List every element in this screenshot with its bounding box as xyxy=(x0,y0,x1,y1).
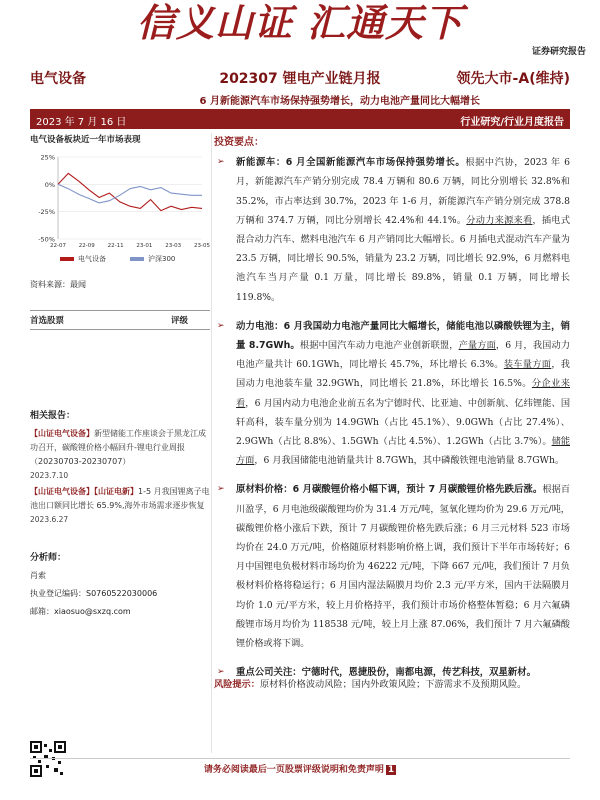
x-tick-label: 22-11 xyxy=(107,243,124,249)
stocks-header xyxy=(30,310,210,330)
report-headline: 6 月新能源汽车市场保持强势增长，动力电池产量同比大幅增长 xyxy=(199,96,480,107)
underline-text: 装车量方面 xyxy=(503,359,552,371)
chart-title: 电气设备板块近一年市场表现 xyxy=(30,135,141,145)
x-tick-label: 22-09 xyxy=(78,243,95,249)
report-header xyxy=(30,62,570,90)
related-report-date: 2023.6.27 xyxy=(30,515,69,524)
section-text: ，我国动力电池装车量 32.9GWh，同比增长 21.8%，环比增长 16.5%。 xyxy=(236,359,570,390)
x-tick-label: 23-05 xyxy=(194,243,210,249)
y-tick-label: -25% xyxy=(38,208,55,217)
y-tick-label: 0% xyxy=(44,180,55,189)
disclaimer-text[interactable]: 请务必阅读最后一页股票评级说明和免责声明 xyxy=(203,765,384,775)
related-report-tag: 【山证电气设备】【山证电新】 xyxy=(30,487,138,496)
legend-swatch xyxy=(60,257,74,261)
related-report-date: 2023.7.10 xyxy=(30,471,69,480)
arrow-icon: ➢ xyxy=(217,157,225,168)
series-line-sector xyxy=(58,173,202,210)
stocks-rating-label: 评级 xyxy=(170,316,188,326)
legend-swatch xyxy=(130,257,144,261)
analyst-title: 分析师： xyxy=(30,553,67,563)
related-report-tag: 【山证电气设备】 xyxy=(30,429,94,438)
section-text: 根据百川盈孚，6 月电池级碳酸锂均价为 31.4 万元/吨，氢氧化锂均价为 29.6 万元/吨，碳酸锂价格小涨后下跌，预计 7 月碳酸锂价格先跌后涨；6 月三元材料 523 市场均价在 24.0 万元/吨，价格随原材料影响价格上调，我们预计下半年市场转好；6 月中国锂电负极材料市场均价为 46222 元/吨，下降 667 元/吨，我们预计 7 月负极材料价格将稳运行；6 月国内湿法隔膜月均价 2.3 元/平方米，国内干法隔膜月均价 1.0 元/平方米，较上月价格持平，我们预计市场价格整体暂稳；6 月六氟磷酸锂市场月均价为 118538 元/吨，较上月上涨 87.06%，我们预计 7 月六氟磷酸锂价格或将下调。 xyxy=(236,484,571,650)
legend-label: 电气设备 xyxy=(78,255,106,263)
rating-label: 领先大市-A(维持) xyxy=(456,71,570,87)
footer xyxy=(30,758,570,776)
info-bar xyxy=(30,109,570,129)
report-type: 行业研究/行业月度报告 xyxy=(460,117,564,128)
legend-label: 沪深300 xyxy=(148,255,176,263)
underline-text: 储能方面 xyxy=(236,436,571,467)
arrow-icon: ➢ xyxy=(217,320,225,331)
analyst-email[interactable]: 邮箱：xiaosuo@sxzq.com xyxy=(30,607,131,616)
report-title: 202307 锂电产业链月报 xyxy=(219,71,381,87)
arrow-icon: ➢ xyxy=(217,667,225,678)
section-text: ，插电式混合动力汽车、燃料电池汽车 6 月产销同比大幅增长。6 月插电式混动汽车产量为 23.5 万辆，同比增长 90.5%，销量为 23.2 万辆，同比增长 92.9%，6 月燃料电池汽车当月产量 0.1 万量，同比增长 89.8%，销量 0.1 万辆，同比增长 119.8%。 xyxy=(236,214,571,303)
x-tick-label: 23-01 xyxy=(136,243,153,249)
section-text: ，6 月我国储能电池销量共计 8.7GWh，其中磷酸铁锂电池销量 8.7GWh。 xyxy=(254,455,565,467)
related-report[interactable] xyxy=(30,427,210,483)
column-divider xyxy=(211,133,212,753)
related-title: 相关报告： xyxy=(30,411,76,421)
stocks-header-label: 首选股票 xyxy=(30,316,65,326)
y-tick-label: -50% xyxy=(38,235,55,244)
related-reports xyxy=(30,408,210,527)
arrow-icon: ➢ xyxy=(217,484,225,495)
sidebar xyxy=(30,133,210,779)
underline-text: 分企业来看 xyxy=(236,378,570,409)
section-power-battery xyxy=(214,317,570,471)
analyst-name: 肖索 xyxy=(30,571,46,580)
section-text: ，6 月国内动力电池企业前五名为宁德时代、比亚迪、中创新航、亿纬锂能、国轩高科，装车量分别为 14.9GWh（占比 45.1%）、9.0GWh（占比 27.4%）、2.9GWh（占比 8.8%）、1.5GWh（占比 4.5%）、1.2GWh（占比 3.7%）。 xyxy=(236,397,571,448)
report-date: 2023 年 7 月 16 日 xyxy=(36,117,127,128)
related-report[interactable] xyxy=(30,485,210,527)
performance-chart xyxy=(30,151,210,269)
brand-logo-text: 信义山证 汇通天下 xyxy=(136,0,464,45)
risk-text: 原材料价格波动风险；国内外政策风险；下游需求不及预期风险。 xyxy=(259,679,527,690)
sector-label: 电气设备 xyxy=(30,71,86,87)
section-title: 新能源车：6 月全国新能源汽车市场保持强势增长。 xyxy=(236,157,466,169)
section-new-energy-vehicles xyxy=(214,153,570,307)
risk-note xyxy=(214,678,570,692)
section-title: 重点公司关注：宁德时代，恩捷股份，南都电源，传艺科技，双星新材。 xyxy=(236,667,537,679)
highlights-title: 投资要点： xyxy=(214,137,264,148)
x-tick-label: 22-07 xyxy=(50,243,66,249)
y-tick-label: 25% xyxy=(40,153,55,162)
brand-banner xyxy=(0,0,600,56)
risk-label: 风险提示： xyxy=(214,679,260,690)
page-number: 1 xyxy=(387,765,395,775)
underline-text: 产量方面 xyxy=(458,340,496,352)
chart-source: 资料来源：最闻 xyxy=(30,280,86,289)
main-content xyxy=(214,133,570,692)
underline-text: 分动力来源来看 xyxy=(466,214,533,226)
analyst-license: 执业登记编码：S0760522030006 xyxy=(30,589,158,598)
related-report-text: 新型储能工作座谈会于黑龙江成功召开，碳酸锂价格小幅回升-锂电行业周报（20230703-20230707） xyxy=(30,429,206,466)
section-text: 根据中汽协，2023 年 6 月，新能源汽车产销分别完成 78.4 万辆和 80.6 万辆，同比分别增长 32.8%和 35.2%，市占率达到 30.7%，2023 年 1-6 月，新能源汽车产销分别完成 378.8 万辆和 374.7 万辆，同比分别增长 42.4%和 44.1%。 xyxy=(236,157,570,226)
related-report-text: 1-5 月我国锂离子电池出口额同比增长 65.9%,海外市场需求逐步恢复 xyxy=(30,487,210,510)
section-title: 原材料价格：6 月碳酸锂价格小幅下调，预计 7 月碳酸锂价格先跌后涨。 xyxy=(236,484,543,496)
series-line-index xyxy=(58,184,202,203)
section-raw-materials xyxy=(214,480,570,653)
brand-subtitle: 证券研究报告 xyxy=(531,47,586,57)
section-text: ，6 月，我国动力电池产量共计 60.1GWh，同比增长 45.7%，环比增长 6.3%。 xyxy=(236,340,571,371)
x-tick-label: 23-03 xyxy=(165,243,182,249)
section-title: 动力电池：6 月我国动力电池产量同比大幅增长，储能电池以磷酸铁锂为主，销量 8.7GWh。 xyxy=(236,320,570,352)
section-text: 根据中国汽车动力电池产业创新联盟， xyxy=(299,340,459,352)
analyst-block xyxy=(30,549,210,621)
